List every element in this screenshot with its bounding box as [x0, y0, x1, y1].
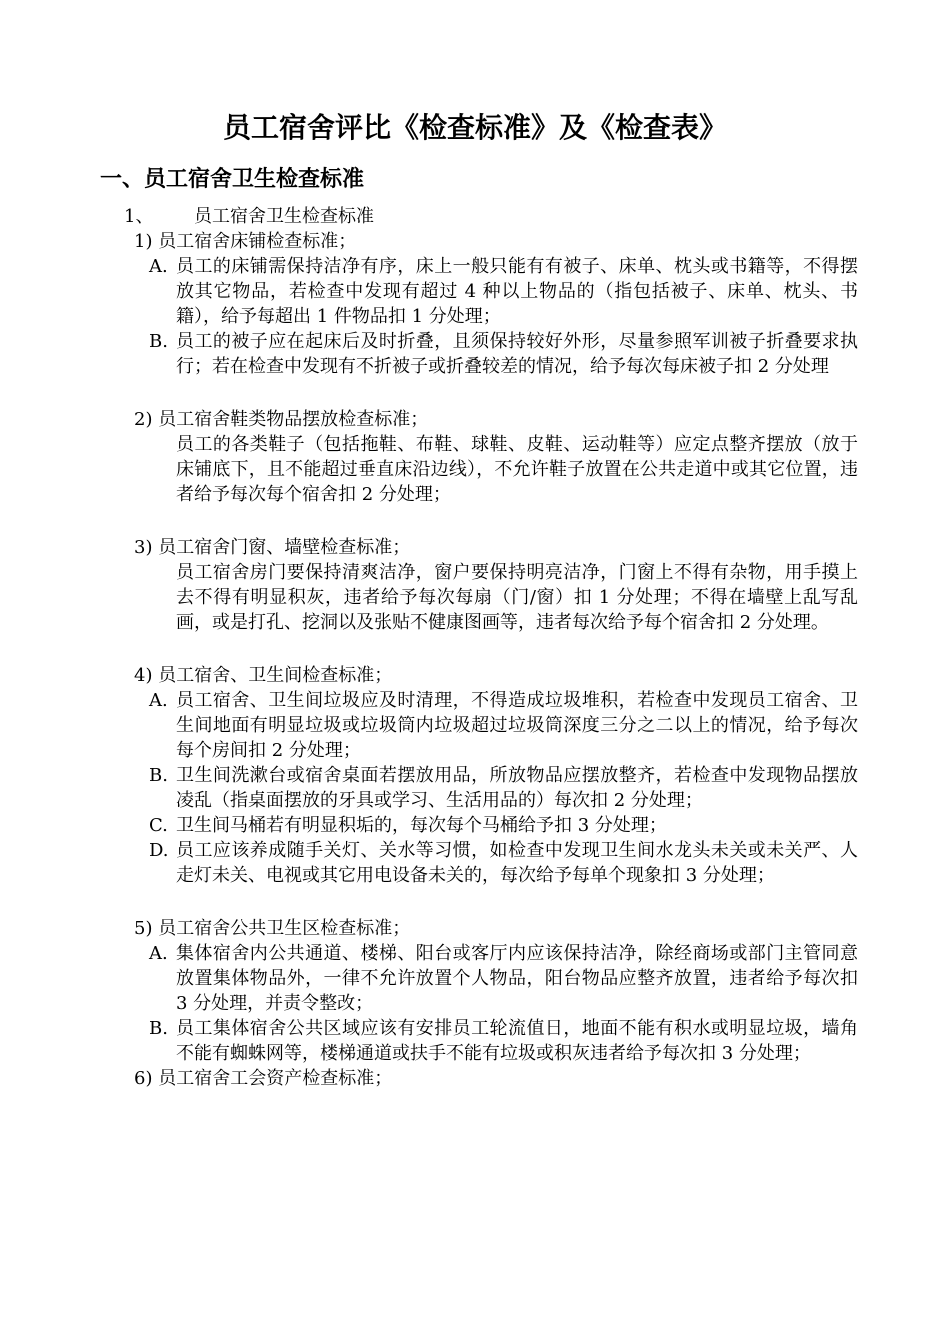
s5-item-b [100, 1016, 858, 1066]
item-marker: B. [149, 1018, 168, 1039]
level1-heading [100, 204, 860, 229]
item-marker: A. [149, 256, 168, 277]
spacer [100, 507, 860, 532]
s6-heading: 6) 员工宿舍工会资产检查标准； [134, 1068, 393, 1089]
item-text: 卫生间洗漱台或宿舍桌面若摆放用品，所放物品应摆放整齐，若检查中发现物品摆放凌乱（指桌面摆放的牙具或学习、生活用品的）每次扣 2 分处理； [176, 765, 858, 811]
document-title: 员工宿舍评比《检查标准》及《检查表》 [222, 111, 727, 144]
document-body [100, 204, 860, 1091]
s1-item-a [100, 254, 858, 329]
s4-item-c [100, 813, 858, 838]
item-text: 集体宿舍内公共通道、楼梯、阳台或客厅内应该保持洁净，除经商场或部门主管同意放置集体物品外，一律不允许放置个人物品，阳台物品应整齐放置，违者给予每次扣 3 分处理，并责令整改； [176, 943, 858, 1014]
s5-item-a [100, 941, 858, 1016]
level1-number: 1、 [124, 206, 154, 227]
item-marker: B. [149, 765, 168, 786]
s2-heading: 2) 员工宿舍鞋类物品摆放检查标准； [134, 409, 429, 430]
item-marker: B. [149, 331, 168, 352]
spacer [100, 635, 860, 660]
s2-paragraph: 员工的各类鞋子（包括拖鞋、布鞋、球鞋、皮鞋、运动鞋等）应定点整齐摆放（放于床铺底下，且不能超过垂直床沿边线），不允许鞋子放置在公共走道中或其它位置，违者给予每次每个宿舍扣 2 分处理； [176, 434, 858, 505]
item-text: 员工宿舍、卫生间垃圾应及时清理，不得造成垃圾堆积，若检查中发现员工宿舍、卫生间地面有明显垃圾或垃圾筒内垃圾超过垃圾筒深度三分之二以上的情况，给予每次每个房间扣 2 分处理； [176, 690, 858, 761]
item-text: 员工的被子应在起床后及时折叠，且须保持较好外形，尽量参照军训被子折叠要求执行；若在检查中发现有不折被子或折叠较差的情况，给予每次每床被子扣 2 分处理 [176, 331, 858, 377]
spacer [100, 888, 860, 913]
s5-heading: 5) 员工宿舍公共卫生区检查标准； [134, 918, 411, 939]
s4-item-a [100, 688, 858, 763]
s1-heading: 1) 员工宿舍床铺检查标准； [134, 231, 357, 252]
s3-heading: 3) 员工宿舍门窗、墙壁检查标准； [134, 537, 411, 558]
item-marker: C. [149, 815, 168, 836]
s3-paragraph: 员工宿舍房门要保持清爽洁净，窗户要保持明亮洁净，门窗上不得有杂物，用手摸上去不得有明显积灰，违者给予每次每扇（门/窗）扣 1 分处理；不得在墙壁上乱写乱画，或是打孔、挖洞以及张贴不健康图画等，违者每次给予每个宿舍扣 2 分处理。 [176, 562, 858, 633]
item-marker: D. [149, 840, 169, 861]
s4-heading: 4) 员工宿舍、卫生间检查标准； [134, 665, 393, 686]
item-marker: A. [149, 690, 168, 711]
s4-item-b [100, 763, 858, 813]
s1-item-b [100, 329, 858, 379]
s4-item-d [100, 838, 858, 888]
level1-text: 员工宿舍卫生检查标准 [194, 206, 374, 227]
item-marker: A. [149, 943, 168, 964]
item-text: 卫生间马桶若有明显积垢的，每次每个马桶给予扣 3 分处理； [176, 815, 667, 836]
section-heading: 一、员工宿舍卫生检查标准 [100, 166, 365, 192]
item-text: 员工集体宿舍公共区域应该有安排员工轮流值日，地面不能有积水或明显垃圾，墙角不能有蜘蛛网等，楼梯通道或扶手不能有垃圾或积灰违者给予每次扣 3 分处理； [176, 1018, 858, 1064]
spacer [100, 379, 860, 404]
item-text: 员工的床铺需保持洁净有序，床上一般只能有有被子、床单、枕头或书籍等，不得摆放其它物品，若检查中发现有超过 4 种以上物品的（指包括被子、床单、枕头、书籍），给予每超出 1 件物品扣 1 分处理； [176, 256, 858, 327]
item-text: 员工应该养成随手关灯、关水等习惯，如检查中发现卫生间水龙头未关或未关严、人走灯未关、电视或其它用电设备未关的，每次给予每单个现象扣 3 分处理； [176, 840, 858, 886]
